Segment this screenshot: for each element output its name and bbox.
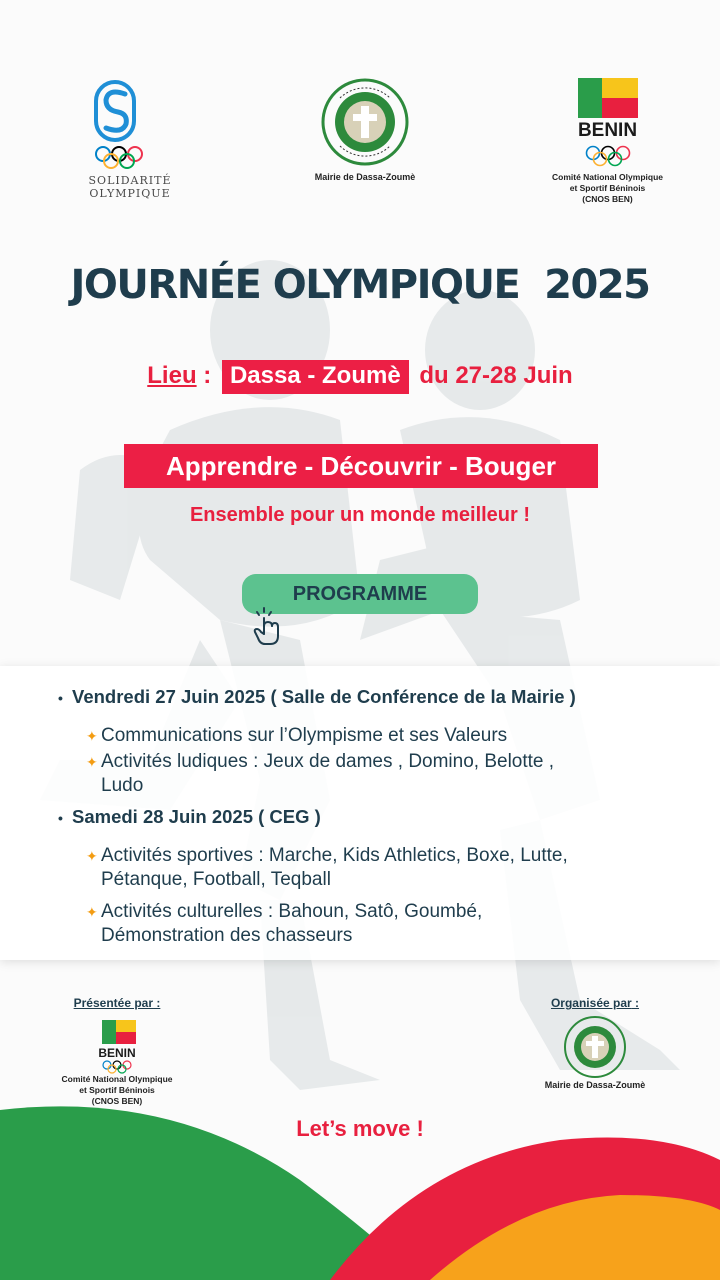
sparkle-icon: ✦ <box>86 754 98 770</box>
dassa-seal-small-icon <box>520 1014 670 1080</box>
solidarite-logo-text <box>70 174 190 200</box>
program-panel <box>0 666 720 960</box>
location-dates: du 27-28 Juin <box>419 362 573 389</box>
benin-logo-caption <box>540 172 675 205</box>
benin-caption-line3: (CNOS BEN) <box>582 194 633 204</box>
bullet-icon: • <box>58 810 63 826</box>
dassa-seal-icon <box>300 78 430 170</box>
location-separator: : <box>196 362 212 389</box>
solidarite-olympique-logo <box>70 78 190 208</box>
activity-line: Activités ludiques : Jeux de dames , Domino, Belotte , <box>101 751 555 772</box>
activity-line-continued: Pétanque, Football, Teqball <box>101 869 331 890</box>
organised-by-text: Organisée par <box>550 996 632 1010</box>
location-label: Lieu <box>147 362 197 389</box>
day-1-activity-1 <box>86 724 686 748</box>
program-day-2 <box>58 806 321 828</box>
olympic-rings-icon <box>584 144 632 168</box>
benin-flag-small-icon <box>52 1018 182 1046</box>
activity-line-continued: Démonstration des chasseurs <box>101 925 353 946</box>
presented-by-block <box>52 996 182 1107</box>
presented-by-colon: : <box>153 996 161 1010</box>
page-title: JOURNÉE OLYMPIQUE 2025 <box>70 262 650 308</box>
solidarite-line1: SOLIDARITÉ <box>88 174 172 187</box>
activity-line: Activités culturelles : Bahoun, Satô, Goumbé, <box>101 901 483 922</box>
benin-caption-line2: et Sportif Béninois <box>569 183 646 193</box>
activity-line: Activités sportives : Marche, Kids Athletics, Boxe, Lutte, <box>101 845 568 866</box>
footer-benin-caption-line2: et Sportif Béninois <box>79 1085 155 1095</box>
benin-flag-icon <box>540 76 675 120</box>
day-1-activity-2 <box>86 750 686 798</box>
lets-move-text: Let’s move ! <box>296 1116 424 1141</box>
bullet-icon: • <box>58 690 63 706</box>
day-1-title: Vendredi 27 Juin 2025 ( Salle de Conférence de la Mairie ) <box>72 686 576 707</box>
sparkle-icon: ✦ <box>86 728 98 744</box>
organised-by-colon: : <box>631 996 640 1010</box>
dassa-logo-caption: Mairie de Dassa-Zoumè <box>314 172 416 182</box>
day-2-title: Samedi 28 Juin 2025 ( CEG ) <box>72 806 321 827</box>
slogan-badge: Apprendre - Découvrir - Bouger <box>124 444 598 488</box>
benin-word: BENIN <box>577 120 638 141</box>
solidarite-emblem-icon <box>70 78 190 174</box>
location-place-badge: Dassa - Zoumè <box>222 360 409 394</box>
pointing-hand-icon <box>248 604 284 648</box>
programme-button[interactable]: PROGRAMME <box>242 574 478 614</box>
footer-dassa-caption: Mairie de Dassa-Zoumè <box>544 1080 646 1090</box>
presented-by-text: Présentée par <box>73 996 154 1010</box>
footer-benin-caption-line1: Comité National Olympique <box>61 1074 173 1084</box>
program-day-1 <box>58 686 576 708</box>
tagline: Ensemble pour un monde meilleur ! <box>189 504 531 526</box>
location-row <box>0 360 720 394</box>
solidarite-line2: OLYMPIQUE <box>89 187 171 200</box>
sparkle-icon: ✦ <box>86 848 98 864</box>
dassa-zoume-logo <box>300 78 430 188</box>
organised-by-block <box>520 996 670 1091</box>
activity-line-continued: Ludo <box>101 775 144 796</box>
olympic-rings-small-icon <box>52 1060 182 1074</box>
presented-by-label <box>52 996 182 1010</box>
organised-by-label <box>520 996 670 1010</box>
footer-benin-caption-line3: (CNOS BEN) <box>91 1096 143 1106</box>
activity-line: Communications sur l’Olympisme et ses Valeurs <box>101 725 508 746</box>
sparkle-icon: ✦ <box>86 904 98 920</box>
cnos-ben-logo <box>540 76 700 211</box>
day-2-activity-2 <box>86 900 686 948</box>
day-2-activity-1 <box>86 844 686 892</box>
benin-caption-line1: Comité National Olympique <box>552 172 663 182</box>
footer-benin-word: BENIN <box>98 1046 136 1060</box>
